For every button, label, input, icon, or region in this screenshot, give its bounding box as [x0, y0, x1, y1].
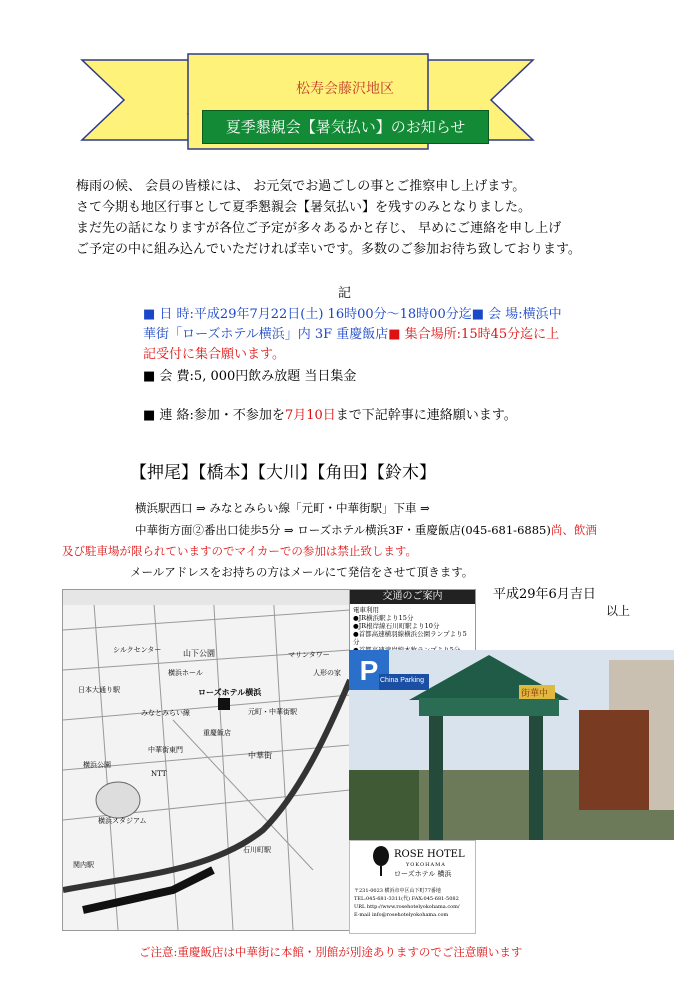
access-box — [349, 589, 476, 652]
map-label: 人形の家 — [313, 669, 341, 677]
map-label: みなとみらい線 — [141, 709, 190, 717]
detail-meet-label: ■ 集合場所:15時45分迄に上 — [388, 327, 560, 342]
hotel-url[interactable]: URL http://www.rosehotelyokohama.com/ — [354, 904, 460, 910]
map-label: 山下公園 — [183, 649, 215, 658]
parking-sign: China Parking — [380, 677, 424, 684]
map-label: マリンタワー — [288, 651, 330, 659]
closing: 以上 — [606, 604, 631, 618]
detail-fee: ■ 会 費:5, 000円飲み放題 当日集金 — [143, 369, 357, 384]
access-line: ●JR横浜駅より15分 — [353, 614, 414, 622]
map-label: 中華街 — [248, 751, 272, 760]
access-line: ●首都高速横羽線横浜公園ランプより5分 — [353, 630, 467, 646]
map-label: 日本大通り駅 — [78, 686, 120, 694]
access-line: 電車利用 — [353, 606, 379, 614]
map-label: NTT — [151, 770, 167, 778]
hotel-tel: TEL:045-681-3311(代) FAX:045-681-5082 — [354, 896, 459, 902]
banner-subtitle: 松寿会藤沢地区 — [296, 81, 394, 97]
detail-date-line: ■ 日 時:平成29年7月22日(土) 16時00分～18時00分迄■ 会 場:横浜中 — [143, 307, 562, 322]
map-label: ローズホテル横浜 — [198, 687, 262, 697]
hotel-jp: ローズホテル 横浜 — [394, 870, 452, 878]
route-line2: 中華街方面②番出口徒歩5分 ⇒ ローズホテル横浜3F・重慶飯店(045-681-6885) — [135, 523, 551, 537]
intro-line: 梅雨の候、 会員の皆様には、 お元気でお過ごしの事とご推察申し上げます。 — [76, 179, 526, 194]
gate-sign: 街華中 — [521, 689, 549, 699]
banner-title: 夏季懇親会【暑気払い】のお知らせ — [202, 110, 489, 144]
route-line2-red: 尚、飲酒 — [550, 523, 597, 537]
area-map — [62, 589, 351, 931]
route-line3: 及び駐車場が限られていますのでマイカーでの参加は禁止致します。 — [62, 544, 418, 558]
intro-line: さて今期も地区行事として夏季懇親会【暑気払い】を残すのみとなりました。 — [76, 200, 532, 215]
hotel-city: YOKOHAMA — [406, 862, 446, 868]
map-label: 中華街東門 — [148, 746, 183, 754]
map-label: 横浜ホール — [168, 669, 203, 677]
ki-heading: 記 — [338, 286, 352, 301]
map-label: シルクセンター — [113, 646, 162, 654]
map-label: 石川町駅 — [243, 846, 271, 854]
intro-line: まだ先の話になりますが各位ご予定が多々あるかと存じ、 早めにご連絡を申し上げ — [76, 221, 562, 236]
chinatown-gate-photo — [349, 650, 674, 840]
map-label: 元町・中華街駅 — [248, 708, 297, 716]
detail-contact-pre: ■ 連 絡:参加・不参加を — [143, 408, 285, 423]
detail-contact-date: 7月10日 — [284, 408, 336, 423]
hotel-mail[interactable]: E-mail info@rosehotelyokohama.com — [354, 912, 449, 918]
hotel-card — [349, 840, 476, 934]
detail-contact-post: まで下記幹事に連絡願います。 — [335, 408, 517, 423]
svg-text:P: P — [359, 655, 379, 686]
hotel-name: ROSE HOTEL — [394, 849, 465, 860]
map-label: 横浜スタジアム — [98, 817, 147, 825]
email-note: メールアドレスをお持ちの方はメールにて発信をさせて頂きます。 — [130, 565, 474, 579]
route-line1: 横浜駅西口 ⇒ みなとみらい線「元町・中華街駅」下車 ⇒ — [135, 501, 430, 515]
detail-meet-line: 記受付に集合願います。 — [143, 347, 285, 362]
map-label: 横浜公園 — [83, 761, 111, 769]
intro-line: ご予定の中に組み込んでいただければ幸いです。多数のご参加お待ち致しております。 — [76, 242, 581, 257]
map-label: 重慶飯店 — [203, 729, 231, 737]
organizers: 【押尾】【橋本】【大川】【角田】【鈴木】 — [130, 463, 436, 483]
access-title: 交通のご案内 — [350, 590, 475, 604]
date-issued: 平成29年6月吉日 — [493, 587, 596, 602]
rose-logo-icon — [372, 845, 390, 877]
hotel-address: 〒231-0023 横浜市中区山下町77番地 — [354, 888, 441, 894]
notice-line: ご注意:重慶飯店は中華街に本館・別館が別途ありますのでご注意願います — [139, 945, 523, 959]
map-label: 関内駅 — [73, 861, 94, 869]
access-line: ●JR根岸線石川町駅より10分 — [353, 622, 440, 630]
detail-venue: 華街「ローズホテル横浜」内 3F 重慶飯店 — [143, 327, 389, 342]
